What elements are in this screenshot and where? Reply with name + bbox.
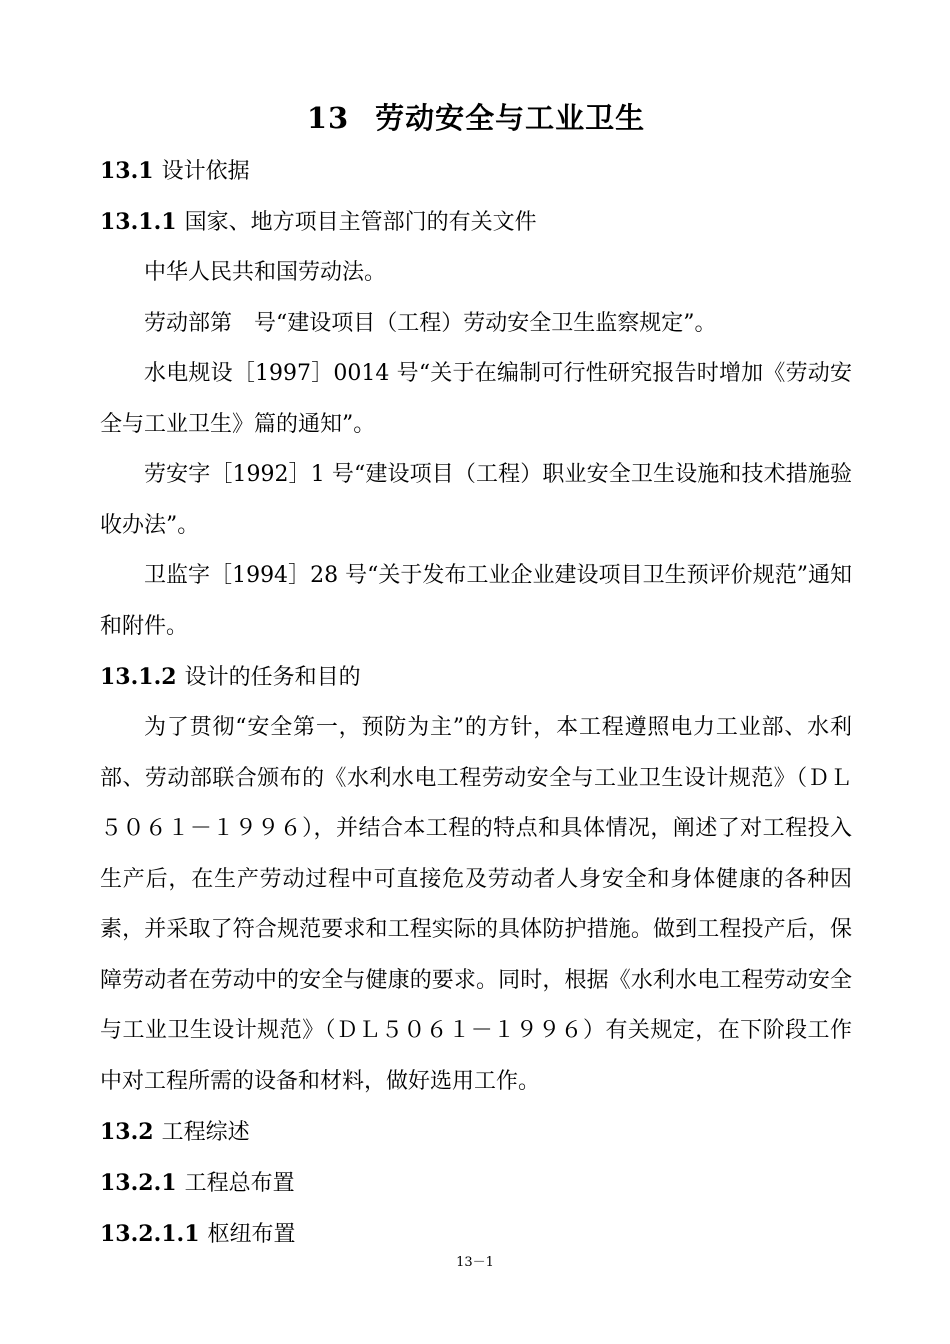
paragraph-labor-law: 中华人民共和国劳动法。 xyxy=(144,260,387,285)
document-page xyxy=(100,96,852,1260)
chapter-number: 13 xyxy=(306,101,350,135)
paragraph-acceptance-measures: 劳安字［1992］1 号“建设项目（工程）职业安全卫生设施和技术措施验收办法”。 xyxy=(100,462,852,538)
section-heading-13-1: 13.1 设计依据 xyxy=(100,158,250,184)
chapter-title-text: 劳动安全与工业卫生 xyxy=(375,101,646,135)
chapter-title xyxy=(100,96,852,140)
section-heading-13-2-1: 13.2.1 工程总布置 xyxy=(100,1170,295,1196)
paragraph-design-purpose: 为了贯彻“安全第一，预防为主”的方针，本工程遵照电力工业部、水利部、劳动部联合颁布的《水利水电工程劳动安全与工业卫生设计规范》（ＤＬ５０６１－１９９６），并结合本工程的特点和具体情况，阐述了对工程投入生产后，在生产劳动过程中可直接危及劳动者人身安全和身体健康的各种因素，并采取了符合规范要求和工程实际的具体防护措施。做到工程投产后，保障劳动者在劳动中的安全与健康的要求。同时，根据《水利水电工程劳动安全与工业卫生设计规范》（ＤＬ５０６１－１９９６）有关规定，在下阶段工作中对工程所需的设备和材料，做好选用工作。 xyxy=(100,715,852,1094)
section-heading-13-1-1: 13.1.1 国家、地方项目主管部门的有关文件 xyxy=(100,209,537,235)
page-number: 13－1 xyxy=(456,1255,494,1270)
section-heading-13-2-1-1: 13.2.1.1 枢纽布置 xyxy=(100,1221,296,1247)
section-heading-13-2: 13.2 工程综述 xyxy=(100,1119,250,1145)
paragraph-labor-ministry: 劳动部第 号“建设项目（工程）劳动安全卫生监察规定”。 xyxy=(144,310,717,336)
paragraph-hydropower-notice: 水电规设［1997］0014 号“关于在编制可行性研究报告时增加《劳动安全与工业卫生》篇的通知”。 xyxy=(100,361,852,437)
paragraph-health-evaluation: 卫监字［1994］28 号“关于发布工业企业建设项目卫生预评价规范”通知和附件。 xyxy=(100,563,852,639)
section-heading-13-1-2: 13.1.2 设计的任务和目的 xyxy=(100,664,361,690)
